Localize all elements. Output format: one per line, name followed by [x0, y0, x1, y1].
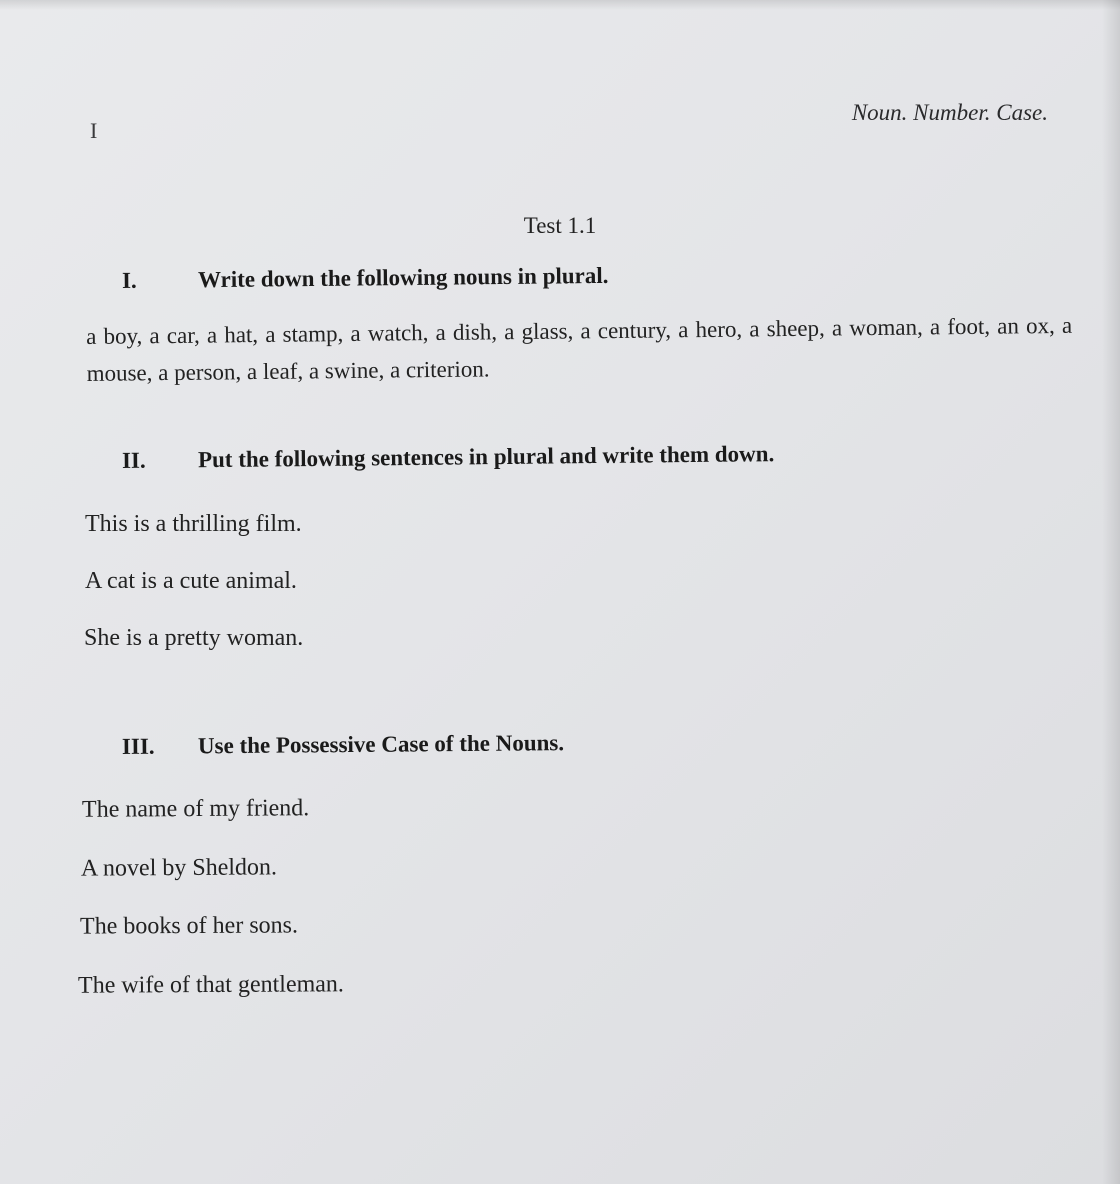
sentence-item: A cat is a cute animal. [85, 568, 297, 594]
page-mark: I [90, 118, 98, 143]
topic-header: Noun. Number. Case. [851, 100, 1048, 125]
test-title: Test 1.1 [523, 213, 597, 238]
section-1-number: I. [121, 267, 137, 293]
phrase-item: A novel by Sheldon. [80, 854, 278, 882]
section-2-number: II. [121, 447, 146, 473]
noun-list: a boy, a car, a hat, a stamp, a watch, a dish, a glass, a century, a hero, a sheep, a woman, a foot, an ox, a mouse, a person, a leaf, a swine, a criterion. [86, 312, 1073, 386]
section-2-title: Put the following sentences in plural and write them down. [197, 441, 775, 473]
sentence-item: She is a pretty woman. [84, 625, 304, 651]
phrase-item: The books of her sons. [79, 912, 299, 940]
section-1-heading [122, 263, 609, 294]
section-3-title: Use the Possessive Case of the Nouns. [197, 730, 565, 759]
phrase-item: The wife of that gentleman. [77, 971, 344, 999]
section-3-heading [122, 730, 564, 760]
sentence-item: This is a thrilling film. [85, 511, 302, 537]
phrase-item: The name of my friend. [81, 795, 310, 823]
page-edge-shadow [1102, 0, 1120, 1184]
section-1-title: Write down the following nouns in plural. [197, 262, 609, 293]
top-shadow [0, 0, 1120, 10]
section-3-number: III. [121, 733, 155, 759]
section-2-heading [122, 441, 775, 474]
